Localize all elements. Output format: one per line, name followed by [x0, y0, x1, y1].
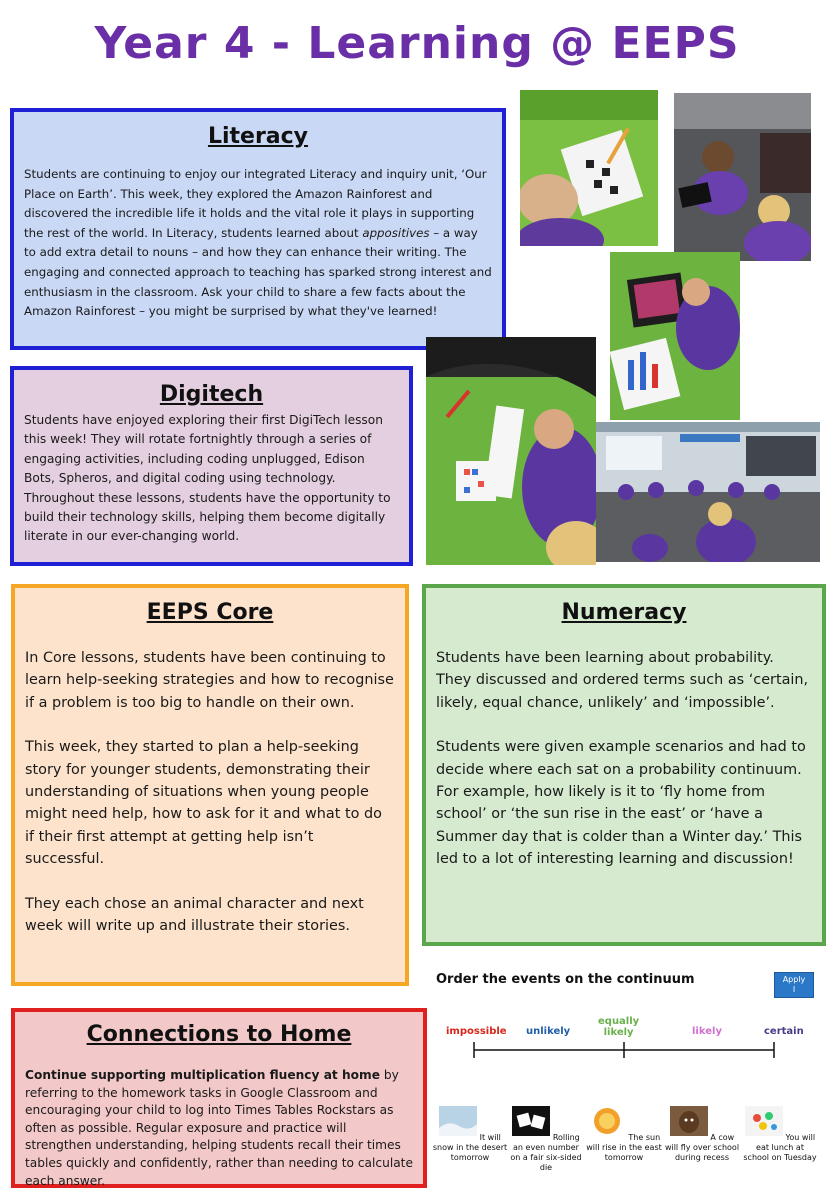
- term-certain: certain: [764, 1026, 804, 1037]
- event-card[interactable]: A cow will fly over school during recess: [664, 1106, 740, 1163]
- eeps-core-paragraph: In Core lessons, students have been continuing to learn help-seeking strategies and how to recognise if a problem is too big to handle on their own.: [25, 650, 394, 711]
- term-equally-likely: equally likely: [598, 1016, 640, 1038]
- cow-icon: [670, 1106, 708, 1136]
- digitech-heading: Digitech: [159, 382, 264, 407]
- eeps-core-section: [11, 584, 409, 986]
- lunch-icon: [745, 1106, 783, 1136]
- event-card[interactable]: Rolling an even number on a fair six-sided die: [508, 1106, 584, 1173]
- digitech-text: Students have enjoyed exploring their first DigiTech lesson this week! They will rotate fortnightly through a series of engaging activities, including coding unplugged, Edison Bots, Spheros, and digital coding using technology. Throughout these lessons, students have the opportunity to build their technology skills, helping them become digitally literate in our ever-changing world.: [24, 413, 391, 544]
- probability-continuum: [430, 964, 834, 1194]
- continuum-line: [430, 964, 834, 1064]
- literacy-text: Students are continuing to enjoy our integrated Literacy and inquiry unit, ‘Our Place on Earth’. This week, they explored the Amazon Rainforest and discovered the incredible life it holds and the vital role it plays in supporting the rest of the world. In Literacy, students learned about appositives – a way to add extra detail to nouns – and how they can enhance their writing. The engaging and connected approach to teaching has sparked strong interest and enthusiasm in the classroom. Ask your child to share a few facts about the Amazon Rainforest – you might be surprised by what they've learned!: [24, 167, 492, 319]
- photo-student-tablet: [674, 93, 811, 261]
- event-card[interactable]: The sun will rise in the east tomorrow: [586, 1106, 662, 1163]
- continuum-question: Order the events on the continuum: [436, 972, 695, 987]
- desert-snow-icon: [439, 1106, 477, 1136]
- connections-home-text: Continue supporting multiplication fluency at home by referring to the homework tasks in Google Classroom and encouraging your child to log into Times Tables Rockstars as often as possible. Regular exposure and practice will strengthen understanding, helping students recall their times tables quickly and confidently, rather than needing to calculate each answer.: [25, 1068, 413, 1188]
- event-card[interactable]: You will eat lunch at school on Tuesday: [742, 1106, 818, 1163]
- photo-ipad-coding: [610, 252, 740, 420]
- literacy-section: [10, 108, 506, 350]
- sun-icon: [588, 1106, 626, 1136]
- eeps-core-paragraph: This week, they started to plan a help-seeking story for younger students, demonstrating their understanding of situations when young people might need help, how to ask for it and what to do if their first attempt at getting help isn’t successful.: [25, 739, 382, 868]
- numeracy-section: [422, 584, 826, 946]
- event-card[interactable]: It will snow in the desert tomorrow: [432, 1106, 508, 1163]
- photo-classroom-activity: [596, 422, 820, 562]
- numeracy-paragraph: Students were given example scenarios and had to decide where each sat on a probability continuum. For example, how likely is it to ‘fly home from school’ or ‘the sun rise in the east’ or ‘have a Summer day that is colder than a Winter day.’ This led to a lot of interesting learning and discussion!: [436, 739, 806, 868]
- connections-home-heading: Connections to Home: [86, 1022, 352, 1047]
- numeracy-heading: Numeracy: [561, 600, 687, 625]
- photo-unplugged-coding: [426, 337, 596, 565]
- apply-button[interactable]: Apply I: [774, 972, 814, 998]
- term-likely: likely: [692, 1026, 722, 1037]
- digitech-section: [10, 366, 413, 566]
- page-title: Year 4 - Learning @ EEPS: [94, 18, 740, 69]
- term-impossible: impossible: [446, 1026, 507, 1037]
- connections-home-section: [11, 1008, 427, 1188]
- numeracy-paragraph: Students have been learning about probability. They discussed and ordered terms such as ‘certain, likely, equal chance, unlikely’ and ‘impossible’.: [436, 650, 809, 711]
- eeps-core-heading: EEPS Core: [146, 600, 274, 625]
- term-unlikely: unlikely: [526, 1026, 571, 1037]
- photo-coding-grid: [520, 90, 658, 246]
- eeps-core-paragraph: They each chose an animal character and next week will write up and illustrate their stories.: [25, 895, 364, 935]
- dice-icon: [512, 1106, 550, 1136]
- literacy-heading: Literacy: [207, 124, 309, 149]
